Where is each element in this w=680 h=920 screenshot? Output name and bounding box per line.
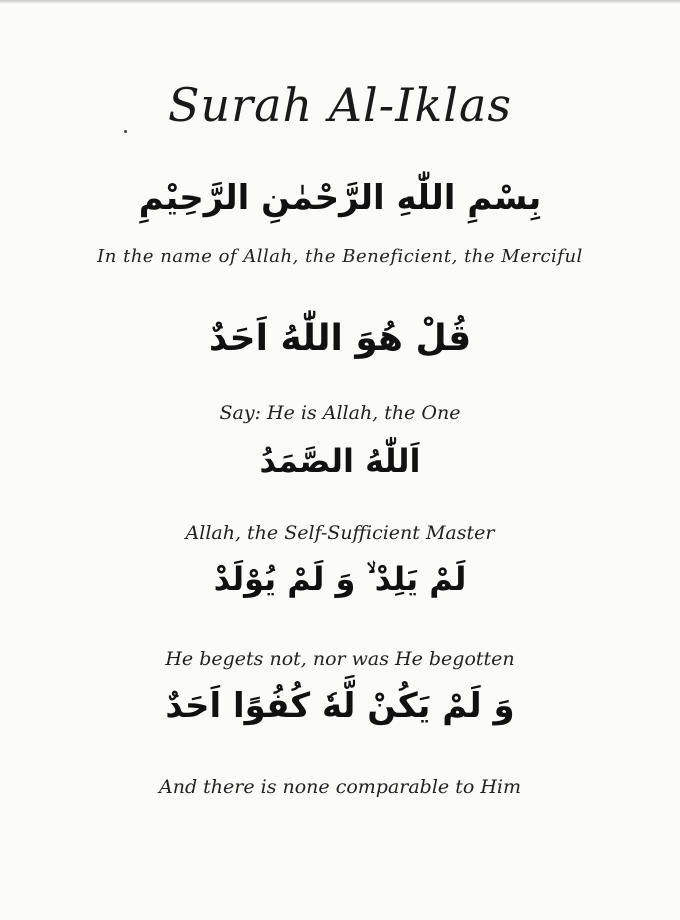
verse-4-translation: And there is none comparable to Him [158, 776, 521, 798]
page-title: Surah Al-Iklas [167, 78, 513, 132]
basmala-translation: In the name of Allah, the Beneficient, the Merciful [97, 246, 583, 267]
verse-2-arabic: اَللّٰهُ الصَّمَدُ [259, 442, 421, 480]
verse-3-arabic: لَمْ يَلِدْ ۙ وَ لَمْ يُوْلَدْ [213, 560, 467, 598]
verse-2-translation: Allah, the Self-Sufficient Master [185, 522, 495, 544]
verse-3-translation: He begets not, nor was He begotten [165, 648, 515, 670]
page-top-edge [0, 0, 680, 4]
verse-1-translation: Say: He is Allah, the One [219, 402, 461, 424]
verse-4-arabic: وَ لَمْ يَكُنْ لَّهٗ كُفُوًا اَحَدٌ [165, 686, 515, 726]
basmala-arabic: بِسْمِ اللّٰهِ الرَّحْمٰنِ الرَّحِيْمِ [138, 178, 542, 218]
verse-1-arabic: قُلْ هُوَ اللّٰهُ اَحَدٌ [208, 318, 472, 359]
